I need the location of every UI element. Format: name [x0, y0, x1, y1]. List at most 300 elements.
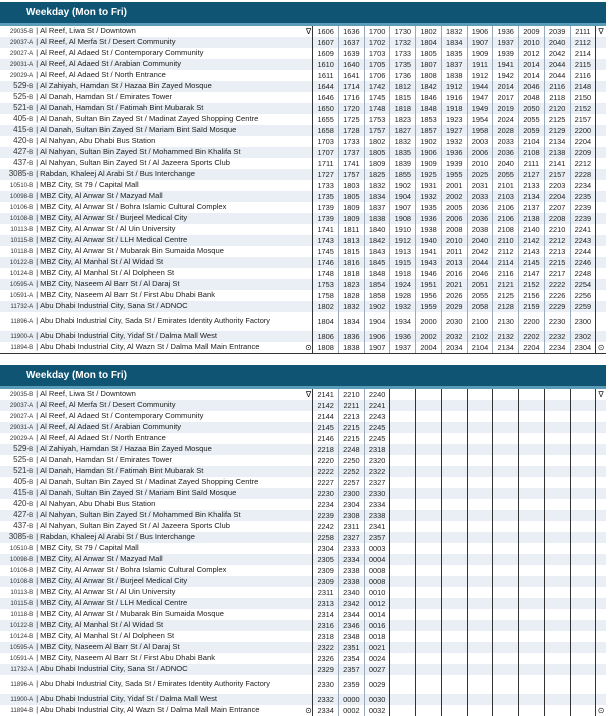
empty-time-cell: [519, 532, 545, 543]
stop-code-number: 525-: [13, 92, 30, 101]
stop-code-suffix: B: [29, 523, 34, 530]
route-end-marker: [596, 694, 606, 705]
empty-time-cell: [390, 705, 416, 716]
empty-time-cell: [390, 565, 416, 576]
route-marker: [305, 576, 313, 587]
empty-time-cell: [390, 598, 416, 609]
departure-time: 2259: [570, 301, 596, 312]
empty-time-cell: [416, 554, 442, 565]
stop-code: [0, 92, 34, 103]
empty-time-cell: [519, 705, 545, 716]
departure-time: 0027: [364, 664, 390, 675]
route-end-marker: [596, 411, 606, 422]
departure-time: 2055: [493, 169, 519, 180]
stop-code-number: 11900-: [10, 695, 30, 703]
stop-name-text: Al Reef, Al Adaed St / Arabian Community: [40, 59, 182, 68]
empty-time-cell: [493, 631, 519, 642]
departure-time: 1707: [313, 147, 339, 158]
table-row: [0, 301, 606, 312]
stop-name-text: Al Nahyan, Sultan Bin Zayed St / Al Jazeera Sports Club: [40, 158, 231, 167]
departure-time: 2148: [570, 81, 596, 92]
departure-time: 2146: [313, 433, 339, 444]
departure-time: 1702: [364, 37, 390, 48]
empty-time-cell: [467, 543, 493, 554]
stop-code-suffix: B: [29, 27, 34, 35]
stop-name: [34, 444, 304, 455]
departure-time: 1904: [364, 312, 390, 331]
empty-time-cell: [493, 521, 519, 532]
departure-time: 2208: [544, 213, 570, 224]
departure-time: 2329: [313, 664, 339, 675]
empty-time-cell: [467, 598, 493, 609]
departure-time: 2354: [339, 653, 365, 664]
departure-time: 1955: [441, 169, 467, 180]
stop-name-text: Abu Dhabi Industrial City, Al Wazn St / Dalma Mall Main Entrance: [40, 342, 260, 351]
departure-time: 2239: [570, 202, 596, 213]
stop-code-suffix: B: [29, 105, 34, 112]
table-row: [0, 510, 606, 521]
departure-time: 2244: [570, 246, 596, 257]
departure-time: 2128: [493, 301, 519, 312]
empty-time-cell: [467, 521, 493, 532]
empty-time-cell: [390, 510, 416, 521]
table-row: [0, 331, 606, 342]
empty-time-cell: [467, 642, 493, 653]
departure-time: 2030: [441, 312, 467, 331]
stop-name: [34, 532, 304, 543]
separator: |: [36, 402, 41, 409]
departure-time: 2012: [519, 48, 545, 59]
stop-code-number: 427-: [13, 147, 30, 156]
departure-time: 1742: [364, 81, 390, 92]
empty-time-cell: [416, 389, 442, 400]
route-end-marker: [596, 213, 606, 224]
departure-time: 1809: [339, 202, 365, 213]
stop-code-suffix: B: [29, 83, 34, 90]
departure-time: 2230: [544, 312, 570, 331]
route-marker: ∇: [305, 26, 312, 36]
empty-time-cell: [544, 532, 570, 543]
departure-time: 1956: [416, 290, 442, 301]
table-row: [0, 554, 606, 565]
departure-time: 2104: [467, 342, 493, 354]
route-end-marker: [596, 565, 606, 576]
stop-code-suffix: B: [29, 490, 34, 497]
table-row: [0, 70, 606, 81]
route-marker: [305, 312, 313, 331]
departure-time: 2242: [313, 521, 339, 532]
departure-time: 2058: [467, 301, 493, 312]
departure-time: 1804: [416, 37, 442, 48]
stop-name: [34, 136, 304, 147]
stop-code-suffix: B: [29, 479, 34, 486]
table-row: [0, 598, 606, 609]
separator: |: [36, 281, 41, 288]
departure-time: 2258: [313, 532, 339, 543]
empty-time-cell: [570, 411, 596, 422]
empty-time-cell: [493, 705, 519, 716]
stop-code-suffix: B: [29, 390, 34, 398]
empty-time-cell: [493, 675, 519, 694]
empty-time-cell: [519, 675, 545, 694]
empty-time-cell: [493, 532, 519, 543]
empty-time-cell: [493, 444, 519, 455]
empty-time-cell: [544, 543, 570, 554]
empty-time-cell: [416, 543, 442, 554]
route-marker: [305, 268, 313, 279]
stop-code-suffix: B: [29, 610, 34, 618]
stop-name-text: Al Danah, Sultan Bin Zayed St / Mariam Bint Saïd Mosque: [40, 125, 237, 134]
stop-name-text: Al Danah, Hamdan St / Emirates Tower: [40, 92, 173, 101]
route-marker: [305, 158, 313, 169]
departure-time: 0014: [364, 609, 390, 620]
empty-time-cell: [416, 411, 442, 422]
route-marker: [305, 466, 313, 477]
departure-time: 1959: [416, 301, 442, 312]
departure-time: 2309: [313, 565, 339, 576]
stop-code: [0, 543, 34, 554]
route-end-marker: [596, 37, 606, 48]
departure-time: 2011: [441, 246, 467, 257]
empty-time-cell: [441, 499, 467, 510]
departure-time: 2204: [570, 136, 596, 147]
departure-time: 2033: [467, 191, 493, 202]
departure-time: 2241: [570, 224, 596, 235]
route-end-marker: [596, 59, 606, 70]
route-marker: [305, 213, 313, 224]
empty-time-cell: [544, 598, 570, 609]
empty-time-cell: [519, 510, 545, 521]
stop-code-suffix: A: [29, 423, 34, 431]
empty-time-cell: [519, 598, 545, 609]
stop-name: [34, 705, 304, 716]
table-row: [0, 290, 606, 301]
empty-time-cell: [493, 466, 519, 477]
departure-time: 2112: [570, 37, 596, 48]
table-row: [0, 444, 606, 455]
empty-time-cell: [493, 543, 519, 554]
departure-time: 2229: [544, 301, 570, 312]
empty-time-cell: [467, 400, 493, 411]
departure-time: 1811: [339, 224, 365, 235]
table-row: [0, 433, 606, 444]
separator: |: [36, 545, 41, 552]
empty-time-cell: [441, 587, 467, 598]
separator: |: [36, 259, 41, 266]
stop-code-number: 10118-: [10, 247, 30, 255]
stop-code-number: 525-: [13, 455, 30, 464]
stop-code-suffix: A: [29, 280, 34, 288]
departure-time: 2048: [519, 92, 545, 103]
departure-time: 2245: [364, 422, 390, 433]
stop-code: [0, 576, 34, 587]
departure-time: 2311: [339, 521, 365, 532]
departure-time: 1703: [364, 48, 390, 59]
departure-time: 1943: [416, 257, 442, 268]
departure-time: 2228: [570, 169, 596, 180]
departure-time: 1908: [390, 213, 416, 224]
empty-time-cell: [467, 499, 493, 510]
departure-time: 2014: [519, 59, 545, 70]
stop-code-suffix: B: [29, 94, 34, 101]
route-end-marker: [596, 587, 606, 598]
empty-time-cell: [467, 411, 493, 422]
empty-time-cell: [544, 400, 570, 411]
departure-time: 1809: [364, 158, 390, 169]
departure-time: 1902: [416, 136, 442, 147]
empty-time-cell: [390, 521, 416, 532]
stop-name-text: Al Nahyan, Sultan Bin Zayed St / Mohammed Bin Khalifa St: [40, 147, 241, 156]
empty-time-cell: [570, 400, 596, 411]
departure-time: 1937: [390, 342, 416, 354]
separator: |: [36, 468, 41, 475]
stop-name: [34, 466, 304, 477]
empty-time-cell: [390, 433, 416, 444]
stop-code-number: 11894-: [10, 343, 30, 351]
departure-time: 2340: [339, 587, 365, 598]
empty-time-cell: [390, 587, 416, 598]
stop-code: [0, 48, 34, 59]
departure-time: 2333: [339, 543, 365, 554]
route-marker: [305, 510, 313, 521]
empty-time-cell: [441, 675, 467, 694]
stop-code-suffix: B: [29, 544, 34, 552]
route-marker: [305, 125, 313, 136]
route-marker: [305, 136, 313, 147]
departure-time: 1857: [416, 125, 442, 136]
route-marker: [305, 37, 313, 48]
departure-time: 1745: [313, 246, 339, 257]
departure-time: 2039: [544, 26, 570, 37]
stop-code-number: 29029-: [9, 71, 30, 79]
separator: |: [36, 83, 41, 90]
stop-code-number: 10510-: [9, 181, 30, 189]
stop-code: [0, 81, 34, 92]
route-marker: [305, 653, 313, 664]
departure-time: 1927: [441, 125, 467, 136]
departure-time: 2106: [493, 213, 519, 224]
departure-time: 1720: [339, 103, 365, 114]
empty-time-cell: [441, 389, 467, 400]
stop-name: [34, 342, 304, 354]
departure-time: 1836: [339, 331, 365, 342]
stop-code-suffix: A: [29, 332, 34, 340]
departure-time: 2055: [467, 290, 493, 301]
departure-time: 1802: [364, 136, 390, 147]
separator: |: [36, 303, 41, 310]
empty-time-cell: [519, 389, 545, 400]
route-end-marker: [596, 246, 606, 257]
stop-name-text: Al Reef, Al Merfa St / Desert Community: [40, 400, 176, 409]
stop-code-number: 10113-: [10, 588, 30, 596]
stop-code-number: 11900-: [10, 332, 30, 340]
route-marker: [305, 444, 313, 455]
departure-time: 2013: [441, 257, 467, 268]
departure-time: 2046: [467, 268, 493, 279]
separator: |: [36, 182, 41, 189]
separator: |: [36, 72, 41, 79]
stop-code: [0, 257, 34, 268]
departure-time: 1936: [441, 147, 467, 158]
empty-time-cell: [519, 554, 545, 565]
route-marker: [305, 694, 313, 705]
empty-time-cell: [519, 455, 545, 466]
departure-time: 2134: [493, 342, 519, 354]
departure-time: 1941: [493, 59, 519, 70]
empty-time-cell: [493, 565, 519, 576]
departure-time: 1934: [390, 312, 416, 331]
empty-time-cell: [519, 499, 545, 510]
departure-time: 1815: [390, 92, 416, 103]
route-end-marker: [596, 257, 606, 268]
stop-code: [0, 455, 34, 466]
departure-time: 2252: [339, 466, 365, 477]
stop-code-number: 10118-: [10, 610, 30, 618]
route-end-marker: [596, 521, 606, 532]
departure-time: 1946: [416, 268, 442, 279]
departure-time: 1825: [364, 169, 390, 180]
departure-time: 1727: [313, 169, 339, 180]
stop-name-text: Al Reef, Al Adaed St / North Entrance: [40, 70, 166, 79]
departure-time: 2110: [493, 235, 519, 246]
table-row: [0, 191, 606, 202]
departure-time: 1853: [416, 114, 442, 125]
departure-time: 1739: [313, 213, 339, 224]
stop-name: [34, 37, 304, 48]
stop-name-text: Rabdan, Khaleej Al Arabi St / Bus Interchange: [40, 169, 195, 178]
stop-name: [34, 92, 304, 103]
empty-time-cell: [570, 499, 596, 510]
stop-code-suffix: B: [29, 236, 34, 244]
table-row: [0, 103, 606, 114]
stop-code-number: 10098-: [9, 555, 30, 563]
empty-time-cell: [467, 422, 493, 433]
route-marker: [305, 455, 313, 466]
empty-time-cell: [570, 543, 596, 554]
stop-name: [34, 48, 304, 59]
route-end-marker: ∇: [596, 389, 606, 400]
empty-time-cell: [390, 664, 416, 675]
departure-time: 2357: [339, 664, 365, 675]
departure-time: 1940: [416, 235, 442, 246]
departure-time: 2304: [339, 499, 365, 510]
stop-name-text: MBZ City, Al Anwar St / Bohra Islamic Cultural Complex: [40, 565, 227, 574]
departure-time: 1823: [390, 114, 416, 125]
empty-time-cell: [441, 705, 467, 716]
departure-time: 2246: [570, 257, 596, 268]
route-marker: [305, 488, 313, 499]
empty-time-cell: [493, 389, 519, 400]
empty-time-cell: [493, 400, 519, 411]
departure-time: 2024: [493, 114, 519, 125]
departure-time: 1858: [364, 290, 390, 301]
departure-time: 2004: [416, 342, 442, 354]
route-end-marker: [596, 620, 606, 631]
table-row: [0, 521, 606, 532]
stop-code-number: 521-: [13, 466, 30, 475]
departure-time: 2112: [493, 246, 519, 257]
stop-code-number: 11894-: [10, 706, 30, 714]
departure-time: 1812: [390, 81, 416, 92]
departure-time: 2140: [519, 224, 545, 235]
departure-time: 1658: [313, 125, 339, 136]
route-marker: [305, 598, 313, 609]
stop-name: [34, 103, 304, 114]
departure-time: 2125: [544, 114, 570, 125]
departure-time: 1758: [313, 290, 339, 301]
empty-time-cell: [493, 510, 519, 521]
table-row: [0, 180, 606, 191]
route-end-marker: [596, 290, 606, 301]
empty-time-cell: [519, 576, 545, 587]
departure-time: 2000: [416, 312, 442, 331]
separator: |: [36, 333, 41, 340]
departure-time: 1931: [416, 180, 442, 191]
departure-time: 2332: [313, 694, 339, 705]
separator: |: [36, 512, 41, 519]
departure-time: 1902: [390, 180, 416, 191]
empty-time-cell: [416, 587, 442, 598]
empty-time-cell: [519, 565, 545, 576]
departure-time: 2215: [544, 257, 570, 268]
departure-time: 0029: [364, 675, 390, 694]
stop-code: [0, 477, 34, 488]
route-marker: [305, 257, 313, 268]
departure-time: 2227: [313, 477, 339, 488]
empty-time-cell: [441, 466, 467, 477]
empty-time-cell: [390, 411, 416, 422]
route-end-marker: [596, 169, 606, 180]
stop-code: [0, 246, 34, 257]
route-end-marker: [596, 466, 606, 477]
separator: |: [36, 556, 41, 563]
departure-time: 1932: [416, 191, 442, 202]
departure-time: 1935: [416, 202, 442, 213]
departure-time: 2210: [339, 389, 365, 400]
stop-code-suffix: B: [29, 203, 34, 211]
departure-time: 1641: [339, 70, 365, 81]
empty-time-cell: [570, 532, 596, 543]
separator: |: [36, 479, 41, 486]
table-row: [0, 694, 606, 705]
table-row: [0, 342, 606, 354]
stop-code-suffix: B: [29, 621, 34, 629]
stop-code: [0, 532, 34, 543]
empty-time-cell: [570, 466, 596, 477]
stop-code-suffix: B: [29, 160, 34, 167]
departure-time: 1806: [313, 331, 339, 342]
stop-code-suffix: B: [29, 214, 34, 222]
departure-time: 2239: [570, 213, 596, 224]
departure-time: 2334: [364, 499, 390, 510]
stop-code-number: 10124-: [9, 632, 30, 640]
empty-time-cell: [519, 444, 545, 455]
stop-code: [0, 488, 34, 499]
stop-code: [0, 26, 34, 37]
departure-time: 2002: [441, 191, 467, 202]
departure-time: 1728: [339, 125, 365, 136]
route-end-marker: [596, 543, 606, 554]
stop-code-suffix: A: [29, 680, 34, 688]
stop-code: [0, 158, 34, 169]
separator: |: [36, 611, 41, 618]
stop-code-suffix: A: [29, 434, 34, 442]
departure-time: 2239: [313, 510, 339, 521]
departure-time: 1834: [364, 191, 390, 202]
departure-time: 2210: [544, 224, 570, 235]
stop-name: [34, 664, 304, 675]
separator: |: [36, 292, 41, 299]
